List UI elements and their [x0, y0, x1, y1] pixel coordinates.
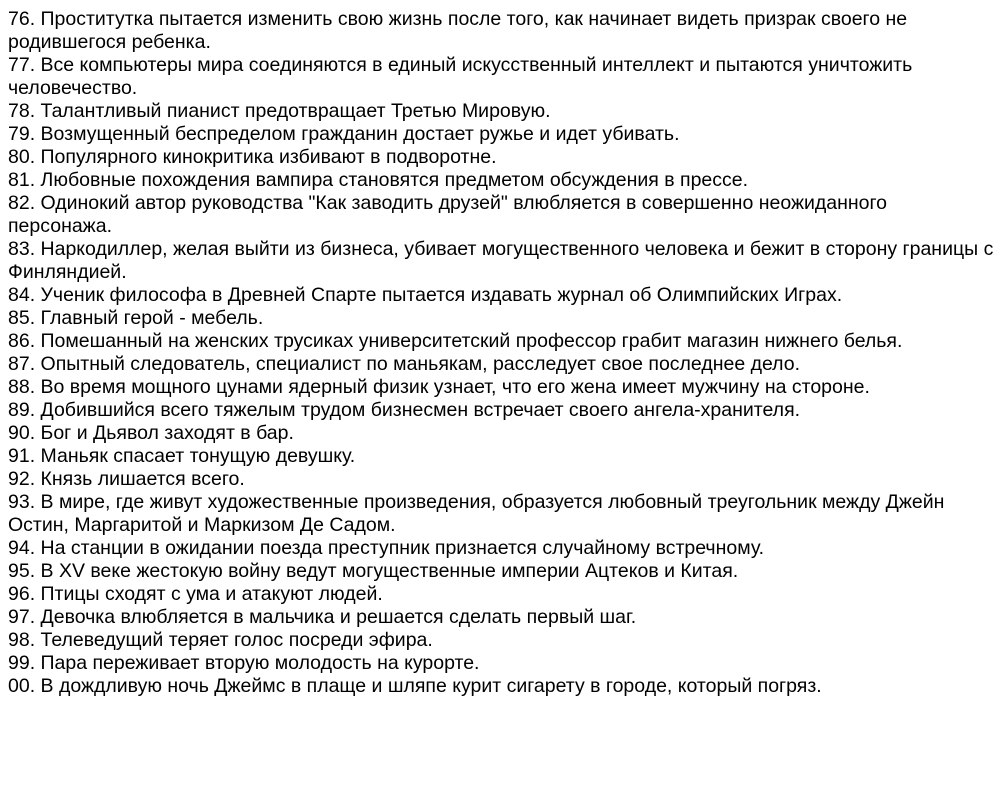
item-text: Ученик философа в Древней Спарте пытается издавать журнал об Олимпийских Играх. — [40, 284, 843, 306]
item-number: 98. — [8, 629, 36, 651]
list-item — [8, 445, 994, 468]
list-item — [8, 146, 994, 169]
item-text: Любовные похождения вампира становятся предметом обсуждения в прессе. — [40, 169, 749, 191]
item-text: Популярного кинокритика избивают в подворотне. — [40, 146, 497, 168]
item-text: Добившийся всего тяжелым трудом бизнесмен встречает своего ангела-хранителя. — [40, 399, 801, 421]
item-number: 84. — [8, 284, 36, 306]
list-item — [8, 629, 994, 652]
list-item — [8, 422, 994, 445]
item-text: Помешанный на женских трусиках университетский профессор грабит магазин нижнего белья. — [40, 330, 903, 352]
list-item — [8, 537, 994, 560]
item-text: Главный герой - мебель. — [40, 307, 264, 329]
item-text: Все компьютеры мира соединяются в единый искусственный интеллект и пытаются уничтожить человечество. — [8, 54, 913, 99]
item-text: Опытный следователь, специалист по маньякам, расследует свое последнее дело. — [40, 353, 801, 375]
list-item — [8, 192, 994, 238]
item-text: Князь лишается всего. — [40, 468, 245, 490]
list-item — [8, 376, 994, 399]
item-number: 86. — [8, 330, 36, 352]
item-text: Возмущенный беспределом гражданин достает ружье и идет убивать. — [40, 123, 680, 145]
list-item — [8, 8, 994, 54]
list-item — [8, 491, 994, 537]
item-number: 89. — [8, 399, 36, 421]
item-number: 87. — [8, 353, 36, 375]
item-number: 94. — [8, 537, 36, 559]
item-text: Птицы сходят с ума и атакуют людей. — [40, 583, 383, 605]
list-item — [8, 100, 994, 123]
item-number: 83. — [8, 238, 36, 260]
list-item — [8, 238, 994, 284]
item-text: В мире, где живут художественные произведения, образуется любовный треугольник между Джейн Остин, Маргаритой и Маркизом Де Садом. — [8, 491, 945, 536]
item-number: 97. — [8, 606, 36, 628]
item-number: 79. — [8, 123, 36, 145]
item-text: Пара переживает вторую молодость на курорте. — [40, 652, 480, 674]
list-item — [8, 123, 994, 146]
item-number: 93. — [8, 491, 36, 513]
plot-list — [8, 8, 994, 698]
item-number: 96. — [8, 583, 36, 605]
item-text: В XV веке жестокую войну ведут могущественные империи Ацтеков и Китая. — [40, 560, 739, 582]
item-text: Маньяк спасает тонущую девушку. — [40, 445, 356, 467]
list-item — [8, 353, 994, 376]
item-number: 76. — [8, 8, 36, 30]
item-number: 95. — [8, 560, 36, 582]
list-item — [8, 652, 994, 675]
item-text: Наркодиллер, желая выйти из бизнеса, убивает могущественного человека и бежит в сторону границы с Финляндией. — [8, 238, 994, 283]
item-text: Одинокий автор руководства "Как заводить друзей" влюбляется в совершенно неожиданного персонажа. — [8, 192, 888, 237]
item-text: Проститутка пытается изменить свою жизнь после того, как начинает видеть призрак своего не родившегося ребенка. — [8, 8, 908, 53]
item-number: 92. — [8, 468, 36, 490]
item-text: Телеведущий теряет голос посреди эфира. — [40, 629, 433, 651]
list-item — [8, 169, 994, 192]
item-text: Талантливый пианист предотвращает Третью Мировую. — [40, 100, 551, 122]
item-text: На станции в ожидании поезда преступник признается случайному встречному. — [40, 537, 765, 559]
list-item — [8, 54, 994, 100]
item-text: В дождливую ночь Джеймс в плаще и шляпе курит сигарету в городе, который погряз. — [40, 675, 822, 697]
item-number: 80. — [8, 146, 36, 168]
item-number: 85. — [8, 307, 36, 329]
list-item — [8, 560, 994, 583]
list-item — [8, 399, 994, 422]
item-number: 00. — [8, 675, 36, 697]
item-number: 99. — [8, 652, 36, 674]
item-number: 77. — [8, 54, 36, 76]
item-number: 88. — [8, 376, 36, 398]
list-item — [8, 307, 994, 330]
list-item — [8, 330, 994, 353]
item-text: Во время мощного цунами ядерный физик узнает, что его жена имеет мужчину на стороне. — [40, 376, 870, 398]
item-number: 90. — [8, 422, 36, 444]
item-text: Бог и Дьявол заходят в бар. — [40, 422, 294, 444]
list-item — [8, 583, 994, 606]
item-number: 91. — [8, 445, 36, 467]
item-text: Девочка влюбляется в мальчика и решается сделать первый шаг. — [40, 606, 637, 628]
list-item — [8, 675, 994, 698]
list-item — [8, 606, 994, 629]
list-item — [8, 468, 994, 491]
item-number: 82. — [8, 192, 36, 214]
item-number: 81. — [8, 169, 36, 191]
list-item — [8, 284, 994, 307]
item-number: 78. — [8, 100, 36, 122]
